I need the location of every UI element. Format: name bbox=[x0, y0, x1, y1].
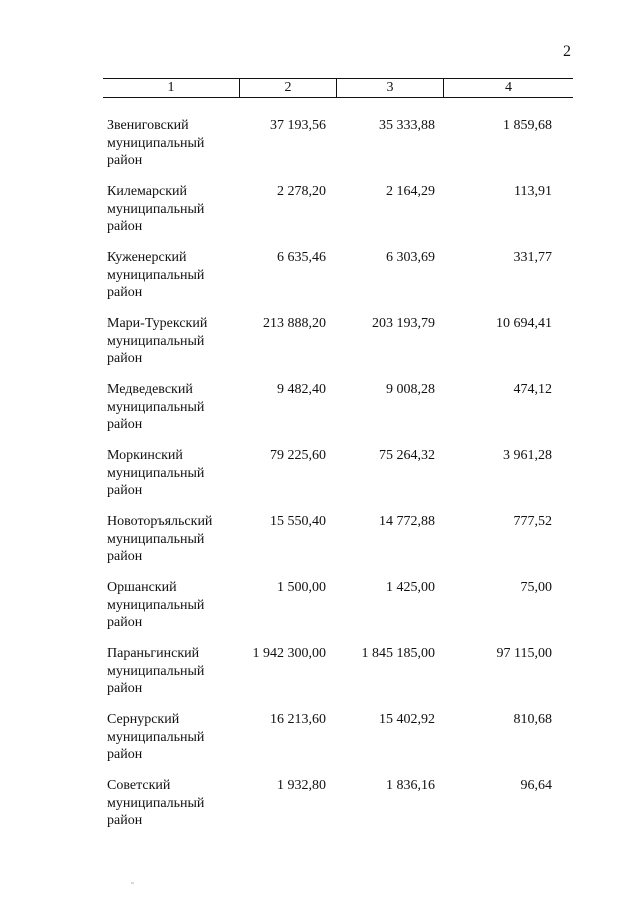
table-header-row bbox=[103, 78, 573, 98]
value-col-4: 1 859,68 bbox=[503, 118, 552, 133]
district-name: Медведевский муниципальный район bbox=[107, 382, 205, 432]
header-col-2: 2 bbox=[239, 79, 336, 97]
value-col-4: 474,12 bbox=[513, 382, 552, 397]
district-name: Новоторъяльский муниципальный район bbox=[107, 514, 213, 564]
district-name: Советский муниципальный район bbox=[107, 778, 205, 828]
page-number: 2 bbox=[563, 43, 571, 60]
district-name: Звениговский муниципальный район bbox=[107, 118, 205, 168]
value-col-2: 15 550,40 bbox=[270, 514, 326, 529]
table-row bbox=[103, 645, 573, 711]
data-table bbox=[103, 78, 573, 843]
value-col-3: 1 836,16 bbox=[386, 778, 435, 793]
table-row bbox=[103, 381, 573, 447]
value-col-3: 75 264,32 bbox=[379, 448, 435, 463]
district-name: Оршанский муниципальный район bbox=[107, 580, 205, 630]
value-col-3: 35 333,88 bbox=[379, 118, 435, 133]
table-row bbox=[103, 711, 573, 777]
value-col-2: 37 193,56 bbox=[270, 118, 326, 133]
value-col-4: 10 694,41 bbox=[496, 316, 552, 331]
value-col-4: 113,91 bbox=[514, 184, 552, 199]
district-name: Сернурский муниципальный район bbox=[107, 712, 205, 762]
value-col-2: 1 932,80 bbox=[277, 778, 326, 793]
value-col-2: 9 482,40 bbox=[277, 382, 326, 397]
value-col-3: 1 425,00 bbox=[386, 580, 435, 595]
value-col-4: 97 115,00 bbox=[496, 646, 552, 661]
district-name: Мари-Турекский муниципальный район bbox=[107, 316, 208, 366]
table-row bbox=[103, 447, 573, 513]
value-col-3: 1 845 185,00 bbox=[361, 646, 435, 661]
value-col-4: 3 961,28 bbox=[503, 448, 552, 463]
value-col-2: 79 225,60 bbox=[270, 448, 326, 463]
value-col-2: 2 278,20 bbox=[277, 184, 326, 199]
district-name: Килемарский муниципальный район bbox=[107, 184, 205, 234]
table-row bbox=[103, 777, 573, 843]
district-name: Параньгинский муниципальный район bbox=[107, 646, 205, 696]
district-name: Моркинский муниципальный район bbox=[107, 448, 205, 498]
value-col-2: 1 500,00 bbox=[277, 580, 326, 595]
value-col-3: 9 008,28 bbox=[386, 382, 435, 397]
district-name: Куженерский муниципальный район bbox=[107, 250, 205, 300]
table-row bbox=[103, 315, 573, 381]
value-col-3: 14 772,88 bbox=[379, 514, 435, 529]
header-col-3: 3 bbox=[336, 79, 443, 97]
value-col-4: 810,68 bbox=[513, 712, 552, 727]
value-col-4: 96,64 bbox=[520, 778, 552, 793]
value-col-2: 213 888,20 bbox=[263, 316, 326, 331]
value-col-2: 1 942 300,00 bbox=[252, 646, 326, 661]
value-col-3: 15 402,92 bbox=[379, 712, 435, 727]
value-col-2: 16 213,60 bbox=[270, 712, 326, 727]
value-col-4: 777,52 bbox=[513, 514, 552, 529]
value-col-2: 6 635,46 bbox=[277, 250, 326, 265]
table-row bbox=[103, 249, 573, 315]
value-col-4: 75,00 bbox=[520, 580, 552, 595]
table-body bbox=[103, 117, 573, 843]
header-col-4: 4 bbox=[443, 79, 573, 97]
table-row bbox=[103, 579, 573, 645]
scan-speck bbox=[131, 882, 134, 884]
value-col-4: 331,77 bbox=[513, 250, 552, 265]
table-row bbox=[103, 513, 573, 579]
header-col-1: 1 bbox=[167, 80, 175, 95]
value-col-3: 203 193,79 bbox=[372, 316, 435, 331]
table-row bbox=[103, 183, 573, 249]
value-col-3: 2 164,29 bbox=[386, 184, 435, 199]
value-col-3: 6 303,69 bbox=[386, 250, 435, 265]
table-row bbox=[103, 117, 573, 183]
